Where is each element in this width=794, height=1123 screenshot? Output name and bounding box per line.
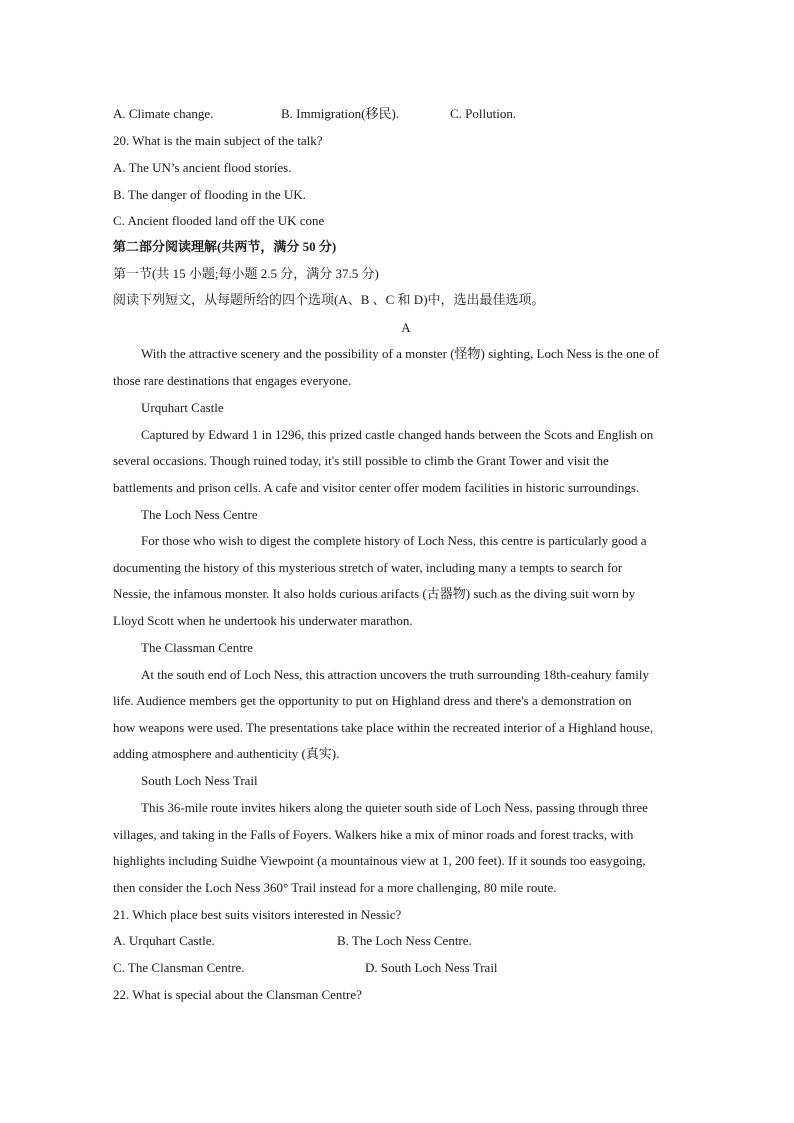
q21-option-a: A. Urquhart Castle. [113,933,215,948]
classman-line-4: adding atmosphere and authenticity (真实). [113,746,340,761]
heading-classman-centre: The Classman Centre [141,640,253,655]
q21-option-d: D. South Loch Ness Trail [365,960,498,975]
classman-line-2: life. Audience members get the opportunity to put on Highland dress and there's a demonstration on [113,693,632,708]
q19-option-c: C. Pollution. [450,106,517,121]
loch-ness-centre-line-3: Nessie, the infamous monster. It also holds curious arifacts (古器物) such as the diving suit worn by [113,586,636,601]
q19-option-b: B. Immigration(移民). [281,106,400,121]
q19-option-a: A. Climate change. [113,106,214,121]
loch-ness-centre-line-1: For those who wish to digest the complete history of Loch Ness, this centre is particularly good a [141,533,647,548]
heading-urquhart-castle: Urquhart Castle [141,400,224,415]
classman-line-3: how weapons were used. The presentations take place within the recreated interior of a Highland house, [113,720,654,735]
q21-question: 21. Which place best suits visitors interested in Nessic? [113,907,402,922]
trail-line-2: villages, and taking in the Falls of Foyers. Walkers hike a mix of minor roads and forest tracks, with [113,827,634,842]
trail-line-3: highlights including Suidhe Viewpoint (a mountainous view at 1, 200 feet). If it sounds too easygoing, [113,853,646,868]
q20-option-c: C. Ancient flooded land off the UK cone [113,213,325,228]
section-part: 第一节(共 15 小题;每小题 2.5 分，满分 37.5 分) [113,266,379,281]
q21-option-c: C. The Clansman Centre. [113,960,245,975]
urquhart-line-1: Captured by Edward 1 in 1296, this prized castle changed hands between the Scots and English on [141,427,654,442]
intro-line-1: With the attractive scenery and the possibility of a monster (怪物) sighting, Loch Ness is the one of [141,346,659,361]
urquhart-line-2: several occasions. Though ruined today, it's still possible to climb the Grant Tower and visit the [113,453,609,468]
q21-option-b: B. The Loch Ness Centre. [337,933,472,948]
q20-option-a: A. The UN’s ancient flood stories. [113,160,292,175]
trail-line-4: then consider the Loch Ness 360° Trail instead for a more challenging, 80 mile route. [113,880,557,895]
q20-question: 20. What is the main subject of the talk? [113,133,323,148]
section-title: 第二部分阅读理解(共两节，满分 50 分) [113,239,337,254]
q20-option-b: B. The danger of flooding in the UK. [113,187,306,202]
loch-ness-centre-line-4: Lloyd Scott when he undertook his underwater marathon. [113,613,413,628]
q22-question: 22. What is special about the Clansman Centre? [113,987,362,1002]
urquhart-line-3: battlements and prison cells. A cafe and visitor center offer modem facilities in historic surroundings. [113,480,640,495]
passage-label: A [401,320,411,335]
heading-loch-ness-centre: The Loch Ness Centre [141,507,258,522]
intro-line-2: those rare destinations that engages everyone. [113,373,352,388]
section-instruction: 阅读下列短文，从每题所给的四个选项(A、B 、C 和 D)中，选出最佳选项。 [113,292,545,307]
trail-line-1: This 36-mile route invites hikers along the quieter south side of Loch Ness, passing through three [141,800,648,815]
heading-south-loch-ness-trail: South Loch Ness Trail [141,773,258,788]
classman-line-1: At the south end of Loch Ness, this attraction uncovers the truth surrounding 18th-ceahury family [141,667,649,682]
loch-ness-centre-line-2: documenting the history of this mysterious stretch of water, including many a tempts to search for [113,560,623,575]
